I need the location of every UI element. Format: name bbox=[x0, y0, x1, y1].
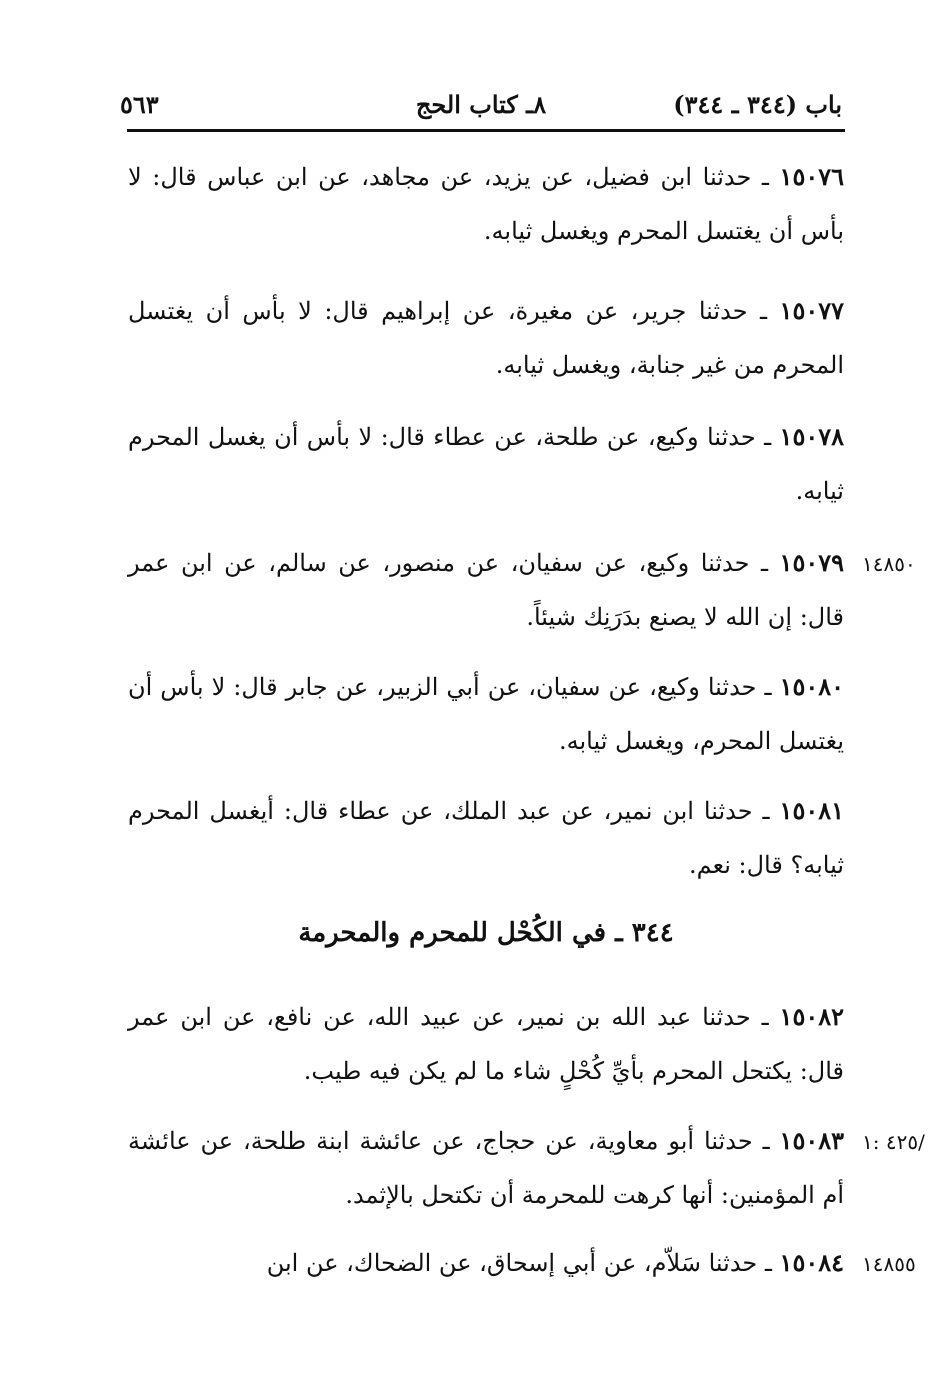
hadith-text: ـ حدثنا وكيع، عن سفيان، عن منصور، عن سالم، عن ابن عمر قال: إن الله لا يصنع بدَرَنِك شيئاً. bbox=[128, 549, 844, 631]
hadith-entry bbox=[128, 784, 844, 892]
page-number: ٥٦٣ bbox=[120, 90, 159, 119]
hadith-number: ١٥٠٨١ bbox=[779, 796, 844, 825]
hadith-number: ١٥٠٨٢ bbox=[779, 1002, 844, 1031]
hadith-entry bbox=[128, 1236, 844, 1290]
hadith-text: ـ حدثنا سَلاّم، عن أبي إسحاق، عن الضحاك، عن ابن bbox=[266, 1249, 780, 1277]
hadith-entry bbox=[128, 990, 844, 1098]
hadith-text: ـ حدثنا وكيع، عن طلحة، عن عطاء قال: لا بأس أن يغسل المحرم ثيابه. bbox=[128, 423, 844, 505]
hadith-entry bbox=[128, 284, 844, 392]
header-rule bbox=[127, 129, 845, 132]
hadith-text: ـ حدثنا أبو معاوية، عن حجاج، عن عائشة ابنة طلحة، عن عائشة أم المؤمنين: أنها كرهت للمحرمة أن تكتحل بالإثمد. bbox=[128, 1127, 844, 1209]
chapter-title: باب (٣٤٤ ـ ٣٤٤) bbox=[673, 90, 842, 119]
hadith-number: ١٥٠٧٧ bbox=[779, 296, 844, 325]
section-heading: ٣٤٤ ـ في الكُحْل للمحرم والمحرمة bbox=[298, 918, 674, 948]
hadith-entry bbox=[128, 1114, 844, 1222]
hadith-number: ١٥٠٨٣ bbox=[779, 1126, 844, 1155]
margin-note: ١٤٨٥٥ bbox=[862, 1252, 916, 1276]
hadith-number: ١٥٠٧٩ bbox=[779, 548, 844, 577]
hadith-text: ـ حدثنا عبد الله بن نمير، عن عبيد الله، عن نافع، عن ابن عمر قال: يكتحل المحرم بأيِّ كُحْلٍ شاء ما لم يكن فيه طيب. bbox=[128, 1003, 844, 1085]
hadith-number: ١٥٠٨٠ bbox=[779, 672, 845, 701]
margin-note: ١٤٨٥٠ bbox=[862, 552, 916, 576]
hadith-text: ـ حدثنا ابن فضيل، عن يزيد، عن مجاهد، عن ابن عباس قال: لا بأس أن يغتسل المحرم ويغسل ثيابه. bbox=[128, 163, 844, 245]
hadith-number: ١٥٠٧٦ bbox=[779, 162, 844, 191]
hadith-text: ـ حدثنا جرير، عن مغيرة، عن إبراهيم قال: لا بأس أن يغتسل المحرم من غير جنابة، ويغسل ثيابه. bbox=[128, 297, 844, 379]
book-title: ٨ـ كتاب الحج bbox=[415, 90, 547, 119]
hadith-text: ـ حدثنا ابن نمير، عن عبد الملك، عن عطاء قال: أيغسل المحرم ثيابه؟ قال: نعم. bbox=[128, 797, 844, 879]
hadith-entry bbox=[128, 536, 844, 644]
hadith-entry bbox=[128, 660, 844, 768]
page-header bbox=[120, 78, 842, 128]
hadith-text: ـ حدثنا وكيع، عن سفيان، عن أبي الزبير، عن جابر قال: لا بأس أن يغتسل المحرم، ويغسل ثيابه. bbox=[128, 673, 844, 755]
margin-note: ٤٢٥ :١/ bbox=[862, 1130, 925, 1154]
hadith-number: ١٥٠٨٤ bbox=[779, 1248, 844, 1277]
hadith-number: ١٥٠٧٨ bbox=[779, 422, 844, 451]
hadith-entry bbox=[128, 410, 844, 518]
hadith-entry bbox=[128, 150, 844, 258]
